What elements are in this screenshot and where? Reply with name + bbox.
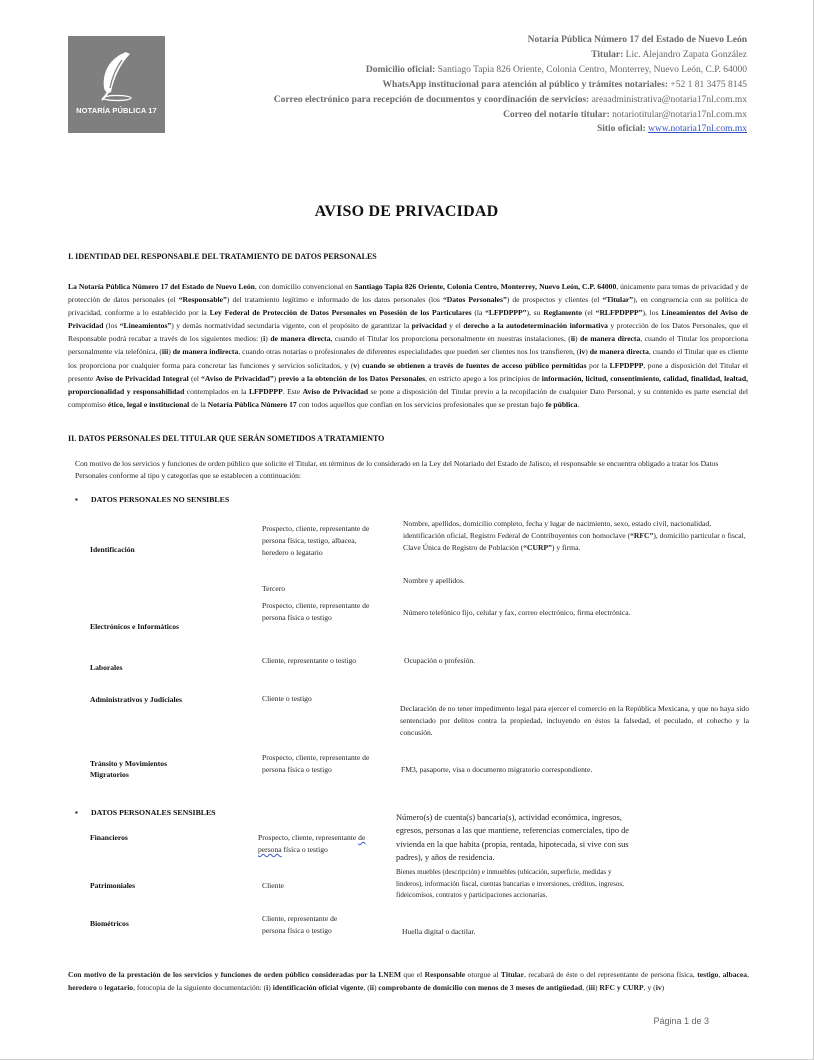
holder-electronicos: Prospecto, cliente, representante de persona física o testigo bbox=[262, 601, 370, 623]
no-sensibles-heading: ▪ DATOS PERSONALES NO SENSIBLES bbox=[75, 495, 230, 504]
header-correo: Correo electrónico para recepción de documentos y coordinación de servicios: areaadministrativa@notaria17nl.com.mx bbox=[273, 94, 747, 105]
logo-text: NOTARÍA PÚBLICA 17 bbox=[76, 106, 157, 115]
page-number: Página 1 de 3 bbox=[653, 1016, 709, 1026]
section-2-intro: Con motivo de los servicios y funciones de orden público que solicite el Titular, en términos de lo considerado en la Ley del Notariado del Estado de Jalisco, el responsable se encuentra obligado a tratar los Datos Personales conforme al tipo y categorías que se establecen a continuación: bbox=[75, 459, 719, 481]
section-1-paragraph: La Notaría Pública Número 17 del Estado de Nuevo León, con domicilio convencional en Santiago Tapia 826 Oriente, Colonia Centro, Monterrey, Nuevo León, C.P. 64000, únicamente para temas de privacidad y de protección de datos personales (el “Responsable”) del tratamiento legítimo e informado de los datos personales (los “Datos Personales”) de prospectos y clientes (el “Titular”), en congruencia con su política de privacidad, conforme a lo establecido por la Ley Federal de Protección de Datos Personales en Posesión de los Particulares (la “LFPDPPP”), su Reglamento (el “RLFPDPPP”), los Lineamientos del Aviso de Privacidad (los “Lineamientos”) y demás normatividad secundaria vigente, con el propósito de garantizar la privacidad y el derecho a la autodeterminación informativa y protección de los Datos Personales, que el Responsable podrá recabar a través de los siguientes medios: (i) de manera directa, cuando el Titular los proporciona personalmente en nuestras instalaciones, (ii) de manera directa, cuando el Titular los proporciona personalmente vía telefónica, (iii) de manera indirecta, cuando otras notarías o profesionales de diferentes especialidades que pueden ser clientes nos los transfieren, (iv) de manera directa, cuando el Titular que es cliente los proporciona por cualquier forma para concretar las funciones y servicios solicitados, y (v) cuando se obtienen a través de fuentes de acceso público permitidas por la LFPDPPP, pone a disposición del Titular el presente Aviso de Privacidad Integral (el “Aviso de Privacidad”) previo a la obtención de los Datos Personales, en estricto apego a los principios de información, licitud, consentimiento, calidad, finalidad, lealtad, proporcionalidad y responsabilidad contemplados en la LFPDPPP. Este Aviso de Privacidad se pone a disposición del Titular previo a la recopilación de cualquier Dato Personal, y su contenido es parte esencial del compromiso ético, legal e institucional de la Notaría Pública Número 17 con todos aquellos que confían en los servicios profesionales que se prestan bajo fe pública. bbox=[68, 282, 749, 409]
header-titular: Titular: Lic. Alejandro Zapata González bbox=[591, 49, 747, 60]
category-laborales: Laborales bbox=[90, 663, 123, 672]
data-administrativos: Declaración de no tener impedimento legal para ejercer el comercio en la República Mexicana, y que no haya sido sentenciado por delitos contra la propiedad, incluyendo en éstos la falsedad, el peculado, el cohecho y la concusión. bbox=[400, 704, 749, 738]
header-sitio: Sitio oficial: www.notaria17nl.com.mx bbox=[596, 124, 747, 135]
section-1-heading: I. IDENTIDAD DEL RESPONSABLE DEL TRATAMIENTO DE DATOS PERSONALES bbox=[68, 252, 377, 261]
website-link[interactable]: www.notaria17nl.com.mx bbox=[648, 124, 747, 135]
holder-tercero: Tercero bbox=[262, 584, 286, 593]
notary-logo bbox=[68, 36, 165, 133]
data-tercero: Nombre y apellidos. bbox=[403, 576, 465, 585]
category-electronicos: Electrónicos e Informáticos bbox=[90, 622, 179, 631]
holder-identificacion: Prospecto, cliente, representante de persona física, testigo, albacea, heredero o legatario bbox=[262, 524, 370, 558]
data-identificacion: Nombre, apellidos, domicilio completo, fecha y lugar de nacimiento, sexo, estado civil, nacionalidad, identificación oficial, Registro Federal de Contribuyentes con homoclave (“RFC”), domicilio particular o fiscal, Clave Única de Registro de Población (“CURP”) y firma. bbox=[403, 519, 746, 553]
holder-transito: Prospecto, cliente, representante de persona física o testigo bbox=[262, 753, 370, 775]
header-whatsapp: WhatsApp institucional para atención al público y trámites notariales: +52 1 81 3475 8145 bbox=[382, 79, 747, 90]
category-financieros: Financieros bbox=[90, 833, 128, 842]
holder-administrativos: Cliente o testigo bbox=[262, 694, 312, 703]
category-biometricos: Biométricos bbox=[90, 919, 129, 928]
closing-paragraph: Con motivo de la prestación de los servicios y funciones de orden público consideradas por la LNEM que el Responsable otorgue al Titular, recabará de éste o del representante de persona física, testigo, albacea, heredero o legatario, fotocopia de la siguiente documentación: (i) identificación oficial vigente, (ii) comprobante de domicilio con menos de 3 meses de antigüedad, (iii) RFC y CURP, y (iv) bbox=[68, 970, 749, 993]
data-financieros: Número(s) de cuenta(s) bancaria(s), actividad económica, ingresos, egresos, personas a las que mantiene, referencias comerciales, tipo de vivienda en la que habita (propia, rentada, hipotecada, si vive con sus padres), y años de residencia. bbox=[396, 813, 630, 863]
document-title: AVISO DE PRIVACIDAD bbox=[314, 203, 499, 220]
data-electronicos: Número telefónico fijo, celular y fax, correo electrónico, firma electrónica. bbox=[403, 608, 631, 617]
section-2-heading: II. DATOS PERSONALES DEL TITULAR QUE SERÁN SOMETIDOS A TRATAMIENTO bbox=[68, 434, 385, 443]
category-identificacion: Identificación bbox=[90, 545, 135, 554]
data-laborales: Ocupación o profesión. bbox=[404, 656, 476, 665]
holder-financieros: Prospecto, cliente, representante de persona física o testigo bbox=[258, 833, 366, 855]
holder-laborales: Cliente, representante o testigo bbox=[262, 656, 357, 665]
category-transito: Tránsito y Movimientos Migratorios bbox=[90, 759, 168, 779]
data-transito: FM3, pasaporte, visa o documento migratorio correspondiente. bbox=[401, 765, 593, 774]
quill-pen-icon bbox=[96, 50, 138, 102]
header-notaria-name: Notaría Pública Número 17 del Estado de Nuevo León bbox=[527, 35, 747, 45]
header-domicilio: Domicilio oficial: Santiago Tapia 826 Oriente, Colonia Centro, Monterrey, Nuevo León, C.P. 64000 bbox=[365, 64, 747, 75]
sensibles-heading: ▪ DATOS PERSONALES SENSIBLES bbox=[75, 808, 216, 817]
data-patrimoniales: Bienes muebles (descripción) e inmuebles (ubicación, superficie, medidas y linderos), información fiscal, cuentas bancarias e inversiones, créditos, ingresos, fideicomisos, contratos y participaciones accionarias. bbox=[396, 868, 624, 900]
holder-biometricos: Cliente, representante de persona física o testigo bbox=[262, 914, 338, 936]
data-biometricos: Huella digital o dactilar. bbox=[402, 927, 476, 936]
category-administrativos: Administrativos y Judiciales bbox=[90, 695, 182, 704]
holder-patrimoniales: Cliente bbox=[262, 881, 284, 890]
header-correo-titular: Correo del notario titular: notariotitular@notaria17nl.com.mx bbox=[503, 109, 747, 120]
category-patrimoniales: Patrimoniales bbox=[90, 881, 136, 890]
letterhead bbox=[274, 33, 747, 137]
